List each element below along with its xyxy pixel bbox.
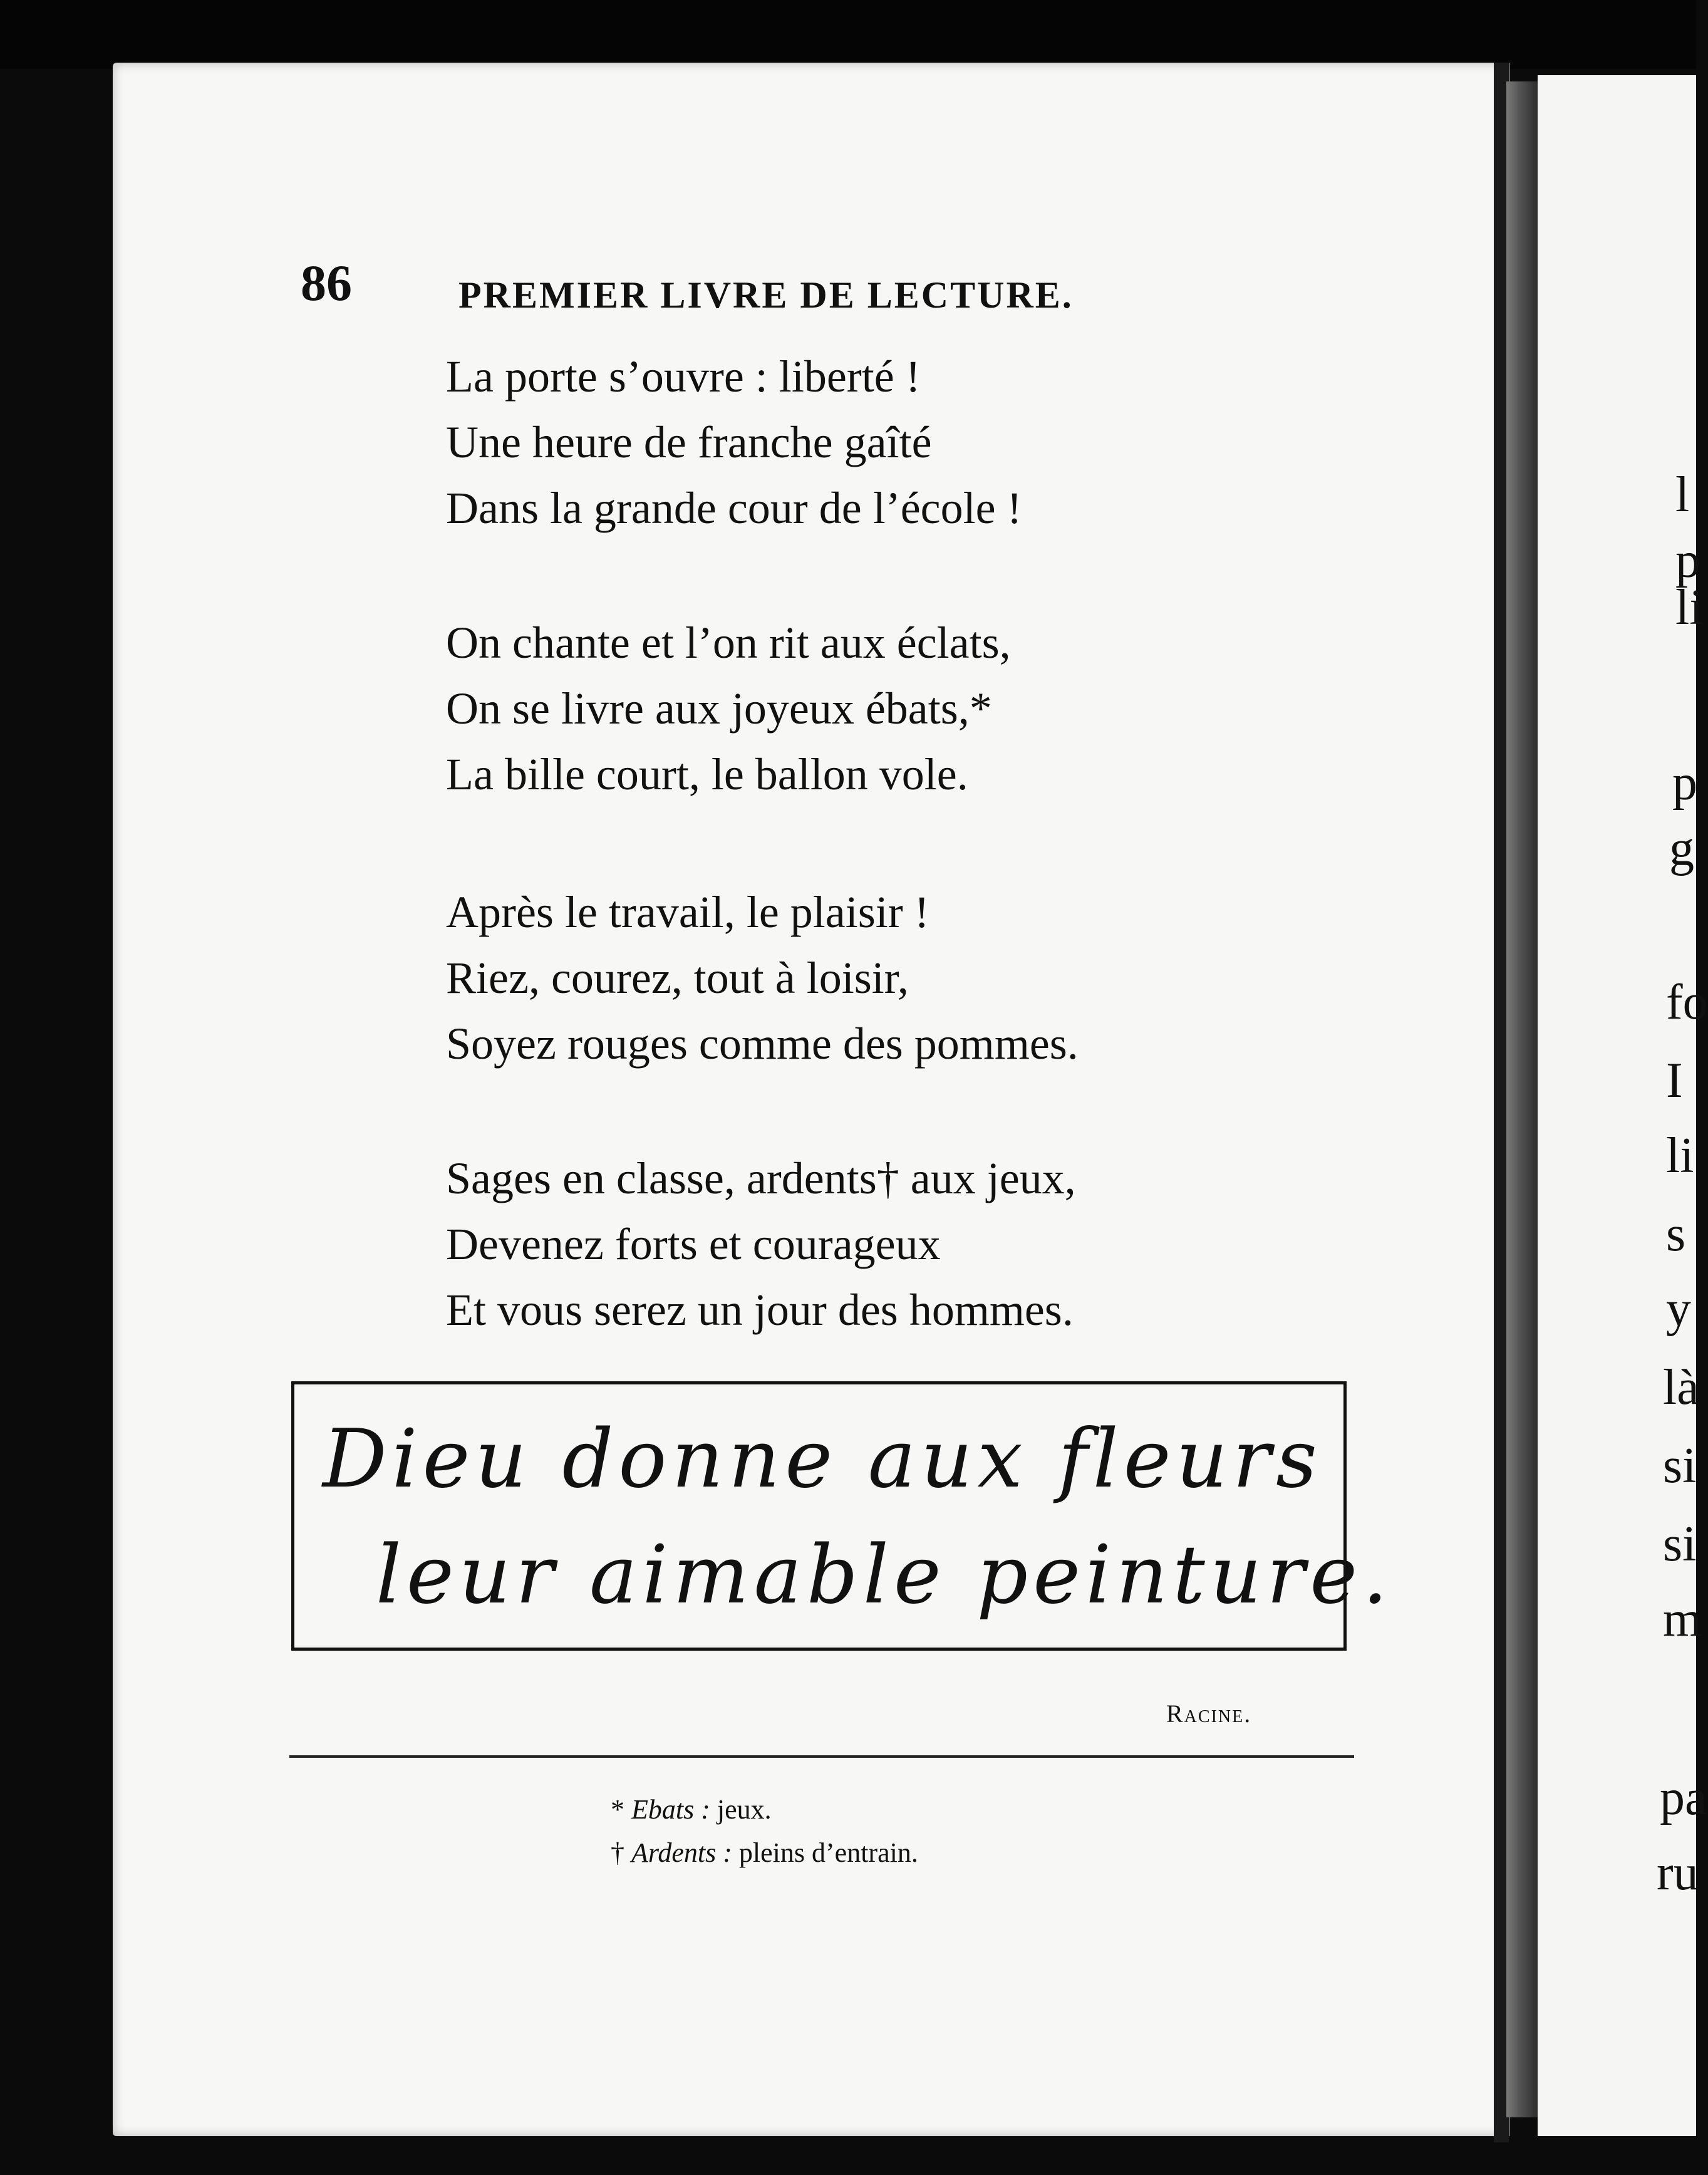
- text-fragment: p: [1675, 533, 1700, 588]
- text-fragment: li: [1666, 1128, 1694, 1183]
- text-fragment: fo: [1666, 975, 1708, 1030]
- poem-line: On chante et l’on rit aux éclats,: [446, 618, 1011, 668]
- poem-line: La bille court, le ballon vole.: [446, 749, 968, 799]
- footnote-term: Ebats :: [631, 1794, 710, 1825]
- footnote-definition: jeux.: [717, 1794, 772, 1825]
- footnote-mark: *: [611, 1794, 624, 1825]
- footnote-mark: †: [611, 1837, 624, 1868]
- poem-line: Et vous serez un jour des hommes.: [446, 1285, 1074, 1335]
- poem-line: La porte s’ouvre : liberté !: [446, 351, 921, 402]
- poem-line: Devenez forts et courageux: [446, 1219, 941, 1269]
- footnote: [611, 1793, 772, 1825]
- text-fragment: li: [1675, 580, 1704, 635]
- author-attribution: Racine.: [1166, 1700, 1252, 1728]
- page-number: 86: [301, 254, 352, 311]
- footnote-definition: pleins d’entrain.: [738, 1837, 918, 1868]
- text-fragment: ru: [1657, 1845, 1699, 1901]
- footnote-term: Ardents :: [631, 1837, 732, 1868]
- scan-border: [0, 0, 1696, 69]
- text-fragment: si: [1663, 1517, 1697, 1572]
- text-fragment: p: [1672, 755, 1697, 811]
- text-fragment: là: [1663, 1360, 1699, 1415]
- poem-line: On se livre aux joyeux ébats,*: [446, 683, 992, 734]
- text-fragment: pa: [1660, 1770, 1707, 1825]
- poem-line: Soyez rouges comme des pommes.: [446, 1019, 1079, 1069]
- running-head: PREMIER LIVRE DE LECTURE.: [458, 274, 1074, 316]
- footnote-rule: [289, 1755, 1354, 1758]
- poem-line: Sages en classe, ardents† aux jeux,: [446, 1153, 1076, 1203]
- footnote: [611, 1837, 918, 1869]
- maxim-line-1: Dieu donne aux fleurs: [323, 1413, 1322, 1506]
- text-fragment: y: [1666, 1282, 1691, 1337]
- text-fragment: l: [1675, 467, 1690, 522]
- poem-line: Dans la grande cour de l’école !: [446, 483, 1022, 533]
- text-fragment: g: [1669, 821, 1694, 876]
- book-gutter: [1506, 81, 1539, 2117]
- poem-line: Après le travail, le plaisir !: [446, 887, 929, 937]
- text-fragment: s: [1666, 1207, 1686, 1262]
- maxim-line-2: leur aimable peinture.: [376, 1529, 1393, 1622]
- poem-line: Une heure de franche gaîté: [446, 417, 932, 467]
- text-fragment: I: [1666, 1053, 1683, 1108]
- text-fragment: m: [1663, 1592, 1702, 1647]
- text-fragment: si: [1663, 1438, 1697, 1493]
- poem-line: Riez, courez, tout à loisir,: [446, 953, 909, 1003]
